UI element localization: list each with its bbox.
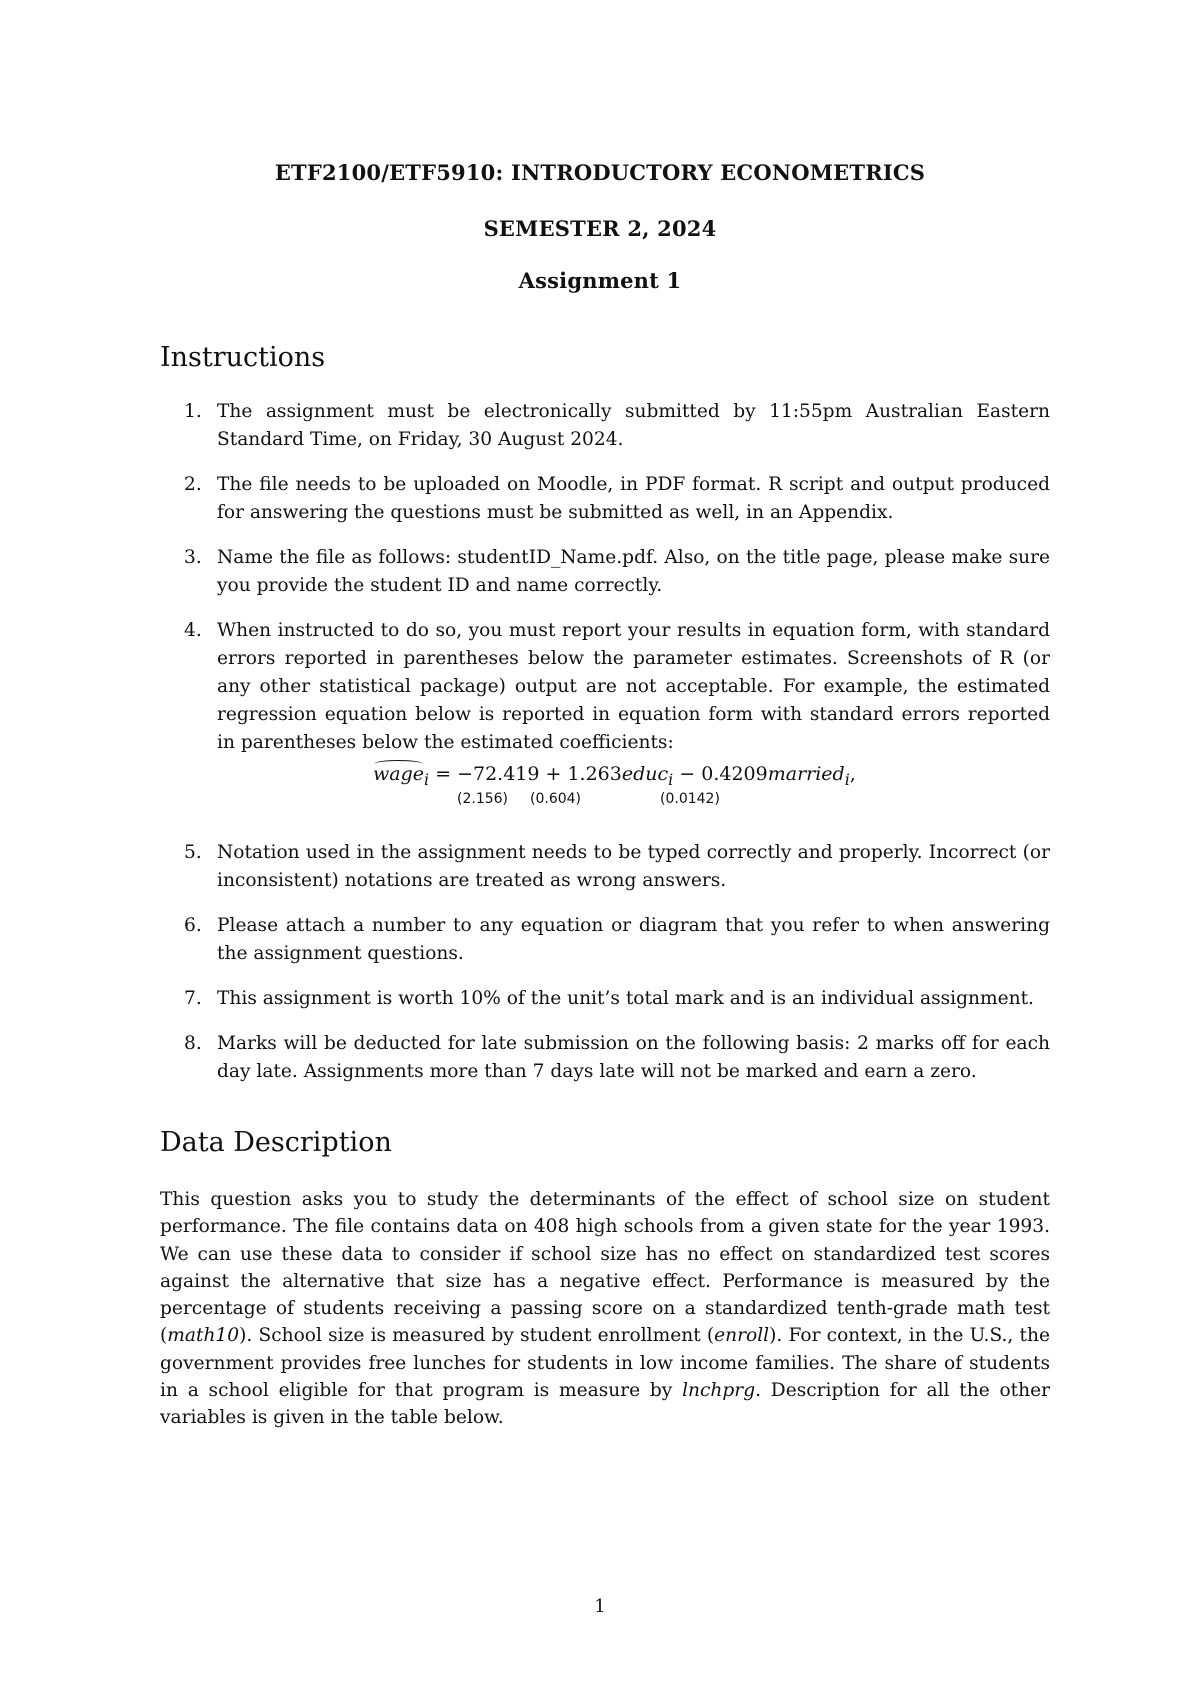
item-number: 2.	[184, 474, 202, 495]
para-part-2: ). School size is measured by student enrollment (	[239, 1325, 715, 1347]
semester-title: SEMESTER 2, 2024	[483, 216, 717, 241]
page-number: 1	[594, 1596, 606, 1617]
list-item	[160, 985, 1050, 1013]
eq-minus: −	[673, 763, 702, 785]
var-math10: math10	[167, 1325, 240, 1347]
eq-trail: ,	[849, 763, 856, 785]
eq-var-married-sub: i	[844, 769, 850, 789]
assignment-title: Assignment 1	[518, 268, 682, 293]
eq-var-educ: educ	[621, 763, 669, 785]
item-number: 7.	[184, 988, 202, 1009]
eq-equals: =	[429, 763, 458, 785]
item-text: The assignment must be electronically submitted by 11:55pm Australian Eastern Standard Time, on Friday, 30 August 2024.	[217, 401, 1050, 450]
item-number: 8.	[184, 1033, 202, 1054]
eq-lhs: wage	[373, 763, 424, 785]
item-text: The file needs to be uploaded on Moodle, in PDF format. R script and output produced for answering the questions must be submitted as well, in an Appendix.	[217, 474, 1050, 523]
list-item	[160, 1030, 1050, 1086]
instructions-list	[160, 398, 1050, 1103]
item-number: 5.	[184, 842, 202, 863]
course-title: ETF2100/ETF5910: INTRODUCTORY ECONOMETRICS	[274, 160, 926, 185]
para-part-1: This question asks you to study the determinants of the effect of school size on student performance. The file contains data on 408 high schools from a given state for the year 1993. We can use these data to consider if school size has no effect on standardized test scores against the alternative that size has a negative effect. Performance is measured by the percentage of students receiving a passing score on a standardized tenth-grade math test (	[160, 1189, 1050, 1347]
item-text: Name the file as follows: studentID_Name.pdf. Also, on the title page, please make sure you provide the student ID and name correctly.	[217, 547, 1050, 596]
item-number: 1.	[184, 401, 202, 422]
list-item	[160, 617, 1050, 757]
eq-var-educ-sub: i	[668, 769, 674, 789]
var-enroll: enroll	[714, 1325, 770, 1347]
instructions-heading: Instructions	[160, 342, 326, 373]
list-item	[160, 398, 1050, 454]
item-text: Marks will be deducted for late submission on the following basis: 2 marks off for each day late. Assignments more than 7 days late will not be marked and earn a zero.	[217, 1033, 1050, 1082]
eq-plus: +	[539, 763, 568, 785]
para-part-3: ). For context, in the U.S., the government provides free lunches for students in low income families. The share of students in a school eligible for that program is measure by	[160, 1325, 1050, 1402]
eq-lhs-sub: i	[424, 769, 430, 789]
item-number: 3.	[184, 547, 202, 568]
item-text: Please attach a number to any equation or diagram that you refer to when answering the assignment questions.	[217, 915, 1050, 964]
eq-intercept: −72.419	[457, 763, 540, 785]
regression-equation	[160, 763, 1050, 825]
data-description-heading: Data Description	[160, 1127, 392, 1158]
item-number: 4.	[184, 620, 202, 641]
list-item	[160, 544, 1050, 600]
list-item	[160, 471, 1050, 527]
var-lnchprg: lnchprg	[682, 1380, 756, 1402]
item-text: When instructed to do so, you must report your results in equation form, with standard errors reported in parentheses below the parameter estimates. Screenshots of R (or any other statistical package) output are not acceptable. For example, the estimated regression equation below is reported in equation form with standard errors reported in parentheses below the estimated coefficients:	[217, 620, 1050, 753]
item-text: This assignment is worth 10% of the unit’s total mark and is an individual assignment.	[217, 988, 1034, 1009]
data-description-paragraph	[160, 1186, 1050, 1432]
list-item	[160, 912, 1050, 968]
item-text: Notation used in the assignment needs to be typed correctly and properly. Incorrect (or inconsistent) notations are treated as wrong answers.	[217, 842, 1050, 891]
wage-hat	[373, 763, 424, 785]
se-married: (0.0142)	[660, 791, 720, 807]
se-educ: (0.604)	[530, 791, 582, 807]
eq-var-married: married	[767, 763, 845, 785]
se-intercept: (2.156)	[457, 791, 509, 807]
item-number: 6.	[184, 915, 202, 936]
para-part-4: . Description for all the other variables is given in the table below.	[160, 1380, 1051, 1429]
eq-coef-educ: 1.263	[567, 763, 622, 785]
eq-coef-married: 0.4209	[701, 763, 768, 785]
equation-line	[373, 763, 856, 789]
list-item	[160, 839, 1050, 895]
